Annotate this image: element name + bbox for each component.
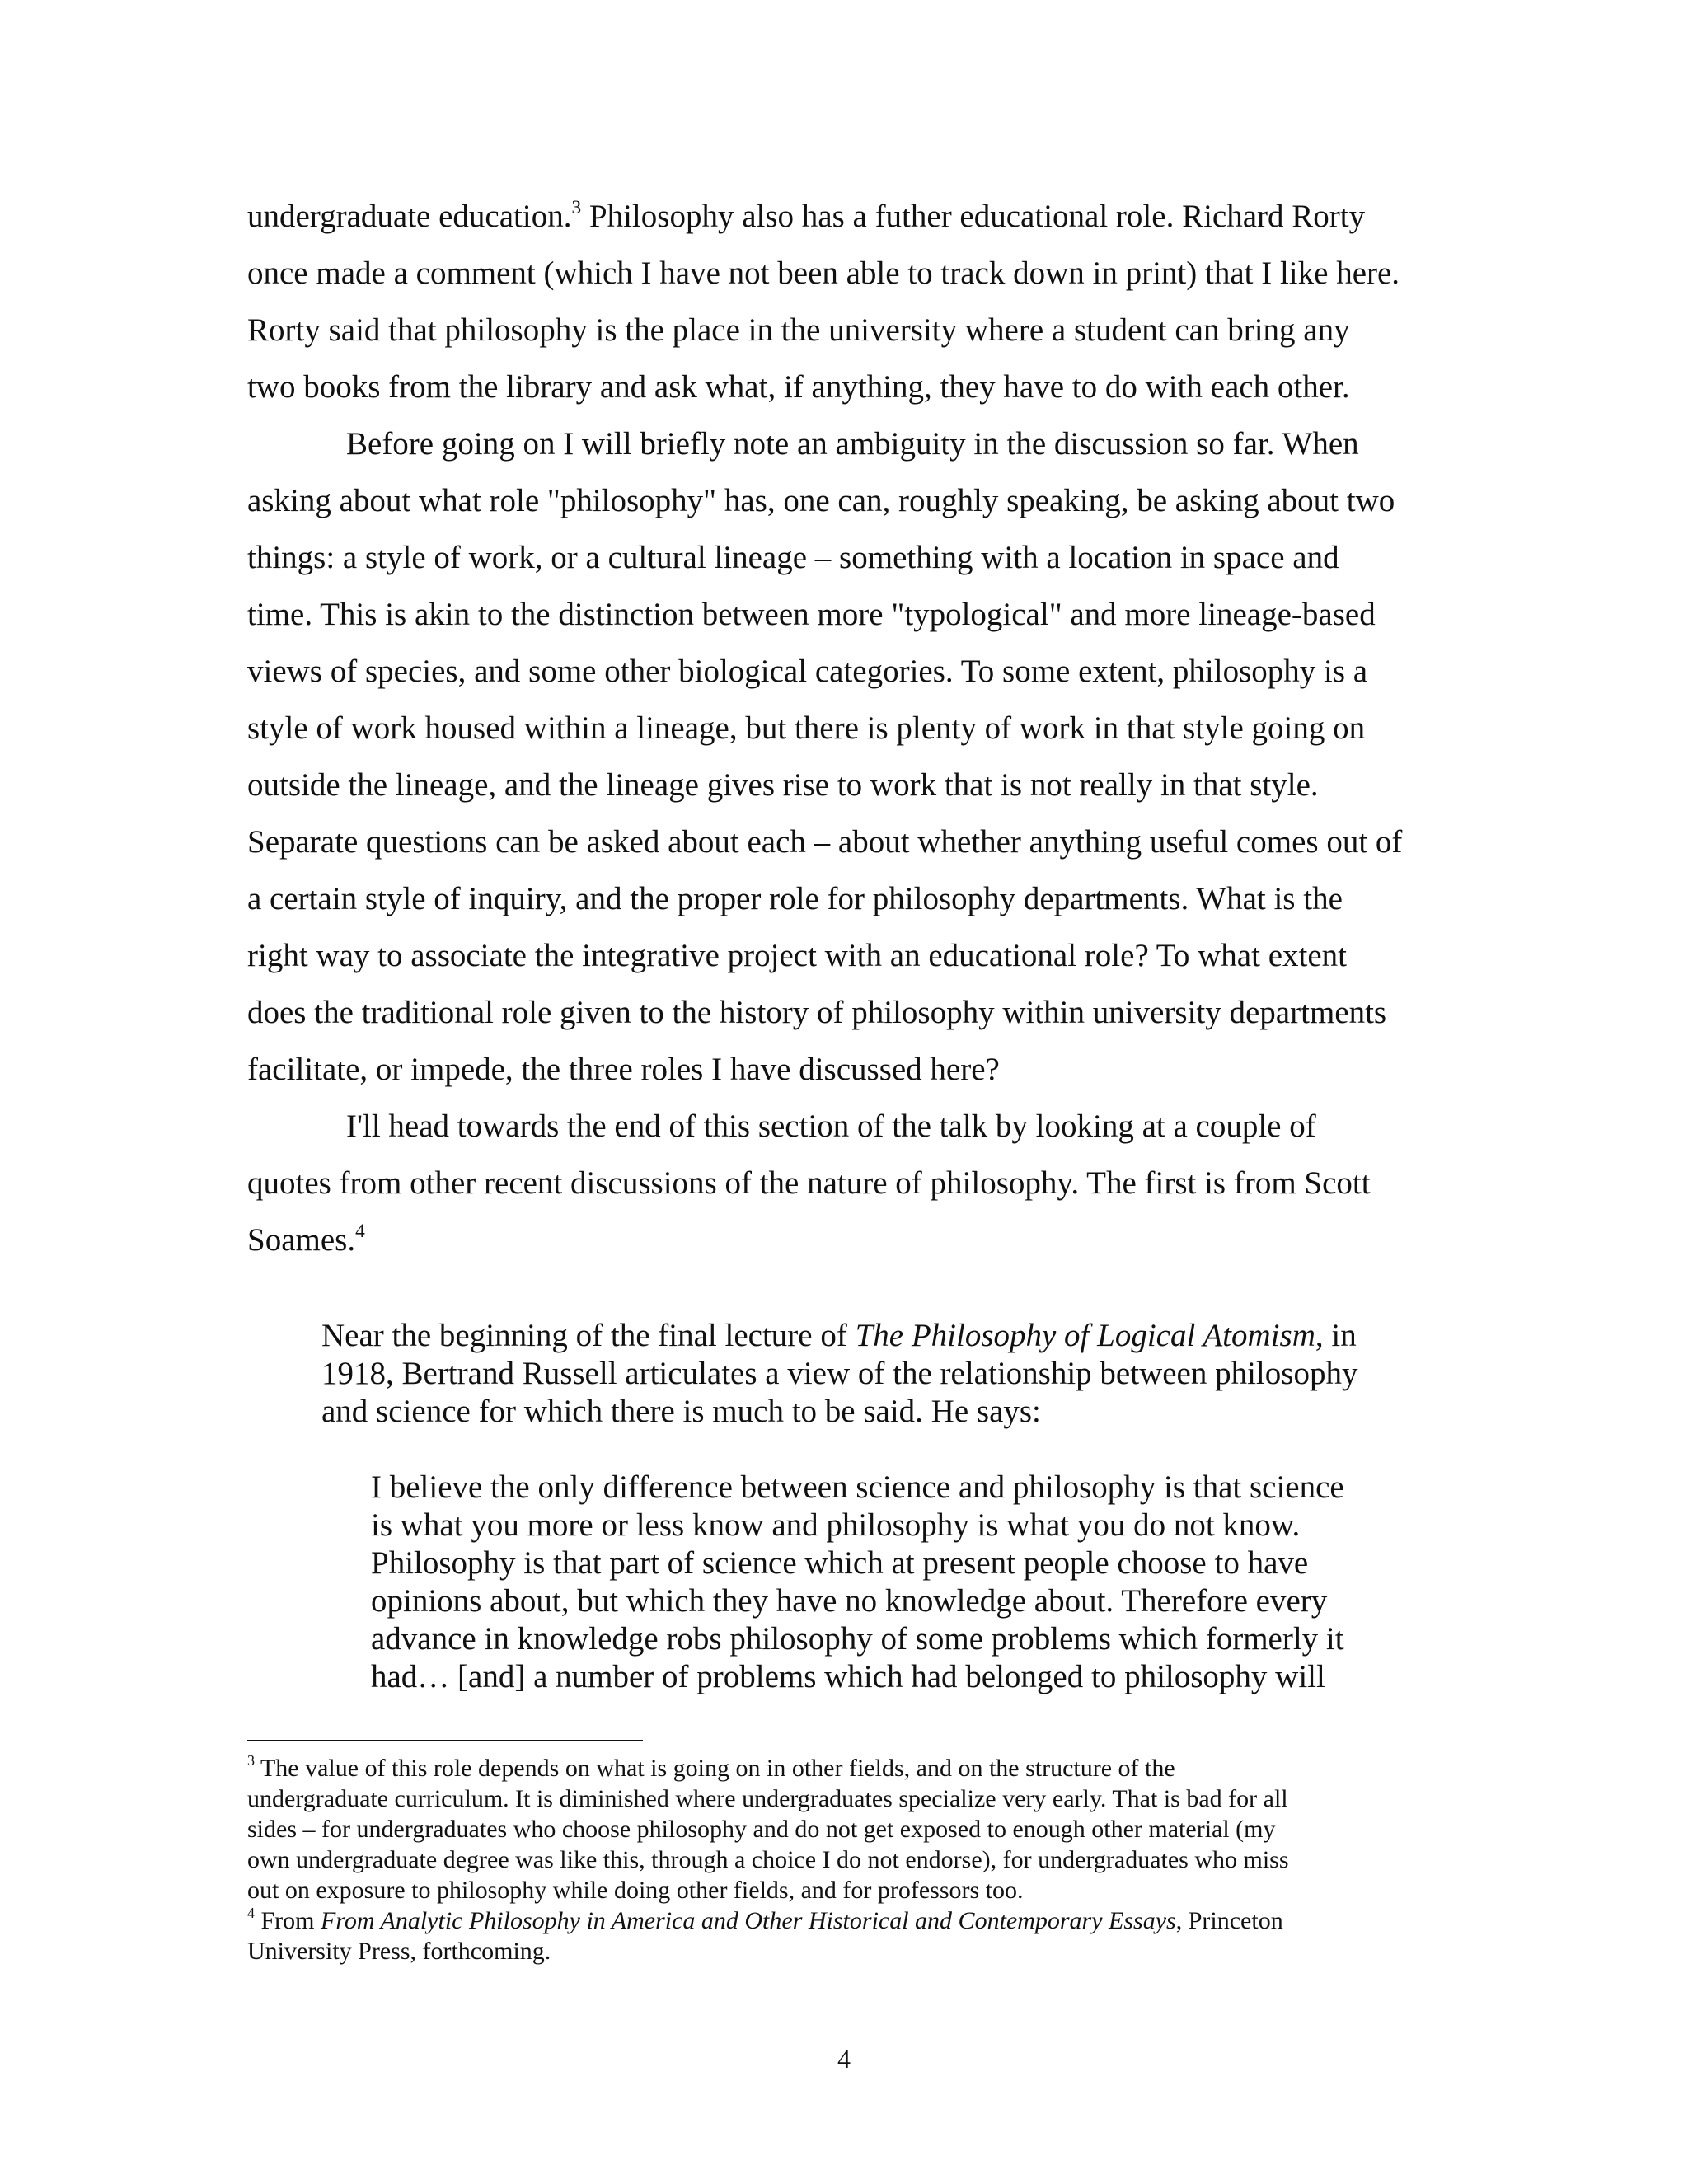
body-line-12: Separate questions can be asked about each – about whether anything useful comes out of: [247, 824, 1403, 860]
footnote-ref-4: 4: [355, 1220, 365, 1242]
body-line-8: time. This is akin to the distinction between more "typological" and more lineage-based: [247, 597, 1376, 632]
footnote-3-line-2: undergraduate curriculum. It is diminished where undergraduates specialize very early. That is bad for all: [247, 1785, 1288, 1812]
quote2-line-5: advance in knowledge robs philosophy of some problems which formerly it: [371, 1621, 1344, 1657]
body-line-13: a certain style of inquiry, and the proper role for philosophy departments. What is the: [247, 881, 1343, 916]
footnote-3-line-5: out on exposure to philosophy while doing other fields, and for professors too.: [247, 1877, 1024, 1904]
footnote-3-line-1: $^3$ The value of this role depends on what is going on in other fields, and on the structure of the: [247, 1752, 1175, 1782]
body-line-7: things: a style of work, or a cultural lineage – something with a location in space and: [247, 540, 1339, 575]
quote1-line-1: Near the beginning of the final lecture of The Philosophy of Logical Atomism, in: [321, 1318, 1357, 1353]
body-line-9: views of species, and some other biological categories. To some extent, philosophy is a: [247, 654, 1368, 689]
body-line-11: outside the lineage, and the lineage gives rise to work that is not really in that style.: [247, 767, 1319, 803]
body-line-6: asking about what role "philosophy" has, one can, roughly speaking, be asking about two: [247, 483, 1395, 518]
body-line-17: I'll head towards the end of this section of the talk by looking at a couple of: [346, 1108, 1316, 1144]
quote1-line-2: 1918, Bertrand Russell articulates a view of the relationship between philosophy: [321, 1356, 1358, 1391]
footnote-number-3: 3: [247, 1752, 255, 1769]
quote1-line-3: and science for which there is much to be said. He says:: [321, 1394, 1041, 1429]
book-title-italic: The Philosophy of Logical Atomism: [855, 1318, 1315, 1353]
footnote-separator: [247, 1740, 643, 1741]
quote2-line-1: I believe the only difference between science and philosophy is that science: [371, 1469, 1344, 1505]
body-line-4: two books from the library and ask what, if anything, they have to do with each other.: [247, 369, 1350, 405]
quote2-line-3: Philosophy is that part of science which at present people choose to have: [371, 1545, 1309, 1581]
body-line-3: Rorty said that philosophy is the place in the university where a student can bring any: [247, 312, 1350, 348]
body-line-19: Soames.$^4$: [247, 1220, 365, 1258]
body-line-10: style of work housed within a lineage, but there is plenty of work in that style going on: [247, 710, 1366, 746]
quote2-line-4: opinions about, but which they have no knowledge about. Therefore every: [371, 1583, 1328, 1619]
footnote-number-4: 4: [247, 1905, 255, 1922]
body-line-15: does the traditional role given to the history of philosophy within university departments: [247, 995, 1387, 1030]
page-number: 4: [837, 2044, 851, 2074]
body-line-16: facilitate, or impede, the three roles I have discussed here?: [247, 1052, 1000, 1087]
footnote-3-line-3: sides – for undergraduates who choose philosophy and do not get exposed to enough other material (my: [247, 1816, 1276, 1843]
body-line-2: once made a comment (which I have not been able to track down in print) that I like here.: [247, 255, 1400, 291]
body-line-5: Before going on I will briefly note an ambiguity in the discussion so far. When: [346, 426, 1359, 462]
quote2-line-2: is what you more or less know and philosophy is what you do not know.: [371, 1507, 1301, 1543]
footnote-3-line-4: own undergraduate degree was like this, through a choice I do not endorse), for undergraduates who miss: [247, 1846, 1289, 1873]
footnote-4-line-1: $^4$ From From Analytic Philosophy in America and Other Historical and Contemporary Essays, Princeton: [247, 1905, 1283, 1934]
body-line-1: undergraduate education.$^3$ Philosophy also has a futher educational role. Richard Rorty: [247, 196, 1366, 234]
footnote-4-line-2: University Press, forthcoming.: [247, 1938, 551, 1965]
quote2-line-6: had… [and] a number of problems which had belonged to philosophy will: [371, 1659, 1325, 1694]
footnote-ref-3: 3: [571, 196, 582, 218]
footnote-book-title-italic: From Analytic Philosophy in America and Other Historical and Contemporary Essays: [321, 1907, 1176, 1934]
body-line-18: quotes from other recent discussions of the nature of philosophy. The first is from Scott: [247, 1165, 1371, 1201]
body-line-14: right way to associate the integrative project with an educational role? To what extent: [247, 938, 1347, 973]
